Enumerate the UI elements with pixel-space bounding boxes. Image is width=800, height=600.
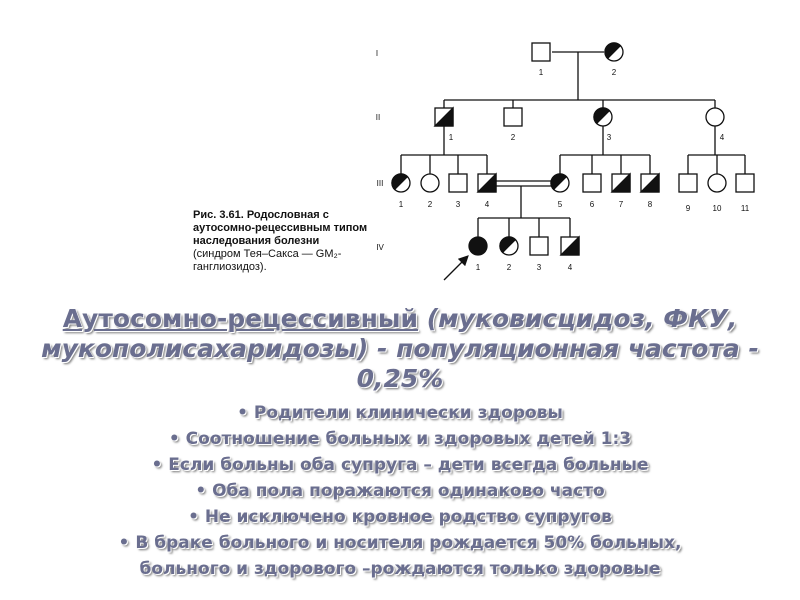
bullet-item: • Оба пола поражаются одинаково часто [195, 481, 605, 501]
num-III-10: 10 [712, 204, 722, 213]
num-IV-2: 2 [506, 263, 512, 272]
bullet-list [20, 400, 780, 582]
gen-label-I: I [375, 49, 379, 58]
bullet-item: • Родители клинически здоровы [237, 403, 563, 423]
gen-label-II: II [375, 113, 381, 122]
num-II-3: 3 [606, 133, 612, 142]
individual-III-6 [583, 174, 601, 192]
figure-caption [193, 209, 368, 274]
gen-label-IV: IV [376, 243, 384, 252]
num-IV-4: 4 [567, 263, 573, 272]
bullet-item: • В браке больного и носителя рождается 50% больных, [118, 533, 682, 553]
num-III-9: 9 [685, 204, 691, 213]
bullet-item: • Соотношение больных и здоровых детей 1:3 [168, 429, 632, 449]
individual-I-1 [532, 43, 550, 61]
inheritance-title [20, 304, 780, 394]
individual-III-10 [708, 174, 726, 192]
num-III-4: 4 [484, 200, 490, 209]
individual-IV-1-proband [469, 237, 487, 255]
num-III-1: 1 [398, 200, 404, 209]
bullet-item: больного и здорового –рождаются только здоровые [139, 559, 661, 579]
num-III-6: 6 [589, 200, 595, 209]
individual-IV-3 [530, 237, 548, 255]
individual-III-2 [421, 174, 439, 192]
title-underlined: Аутосомно-рецессивный [62, 304, 418, 333]
num-II-1: 1 [448, 133, 454, 142]
title-rest: (муковисцидоз, ФКУ, мукополисахаридозы) - популяционная частота - 0,25% [41, 304, 759, 393]
num-IV-3: 3 [536, 263, 542, 272]
individual-III-3 [449, 174, 467, 192]
num-IV-1: 1 [475, 263, 481, 272]
num-III-7: 7 [618, 200, 624, 209]
individual-II-2 [504, 108, 522, 126]
num-III-3: 3 [455, 200, 461, 209]
main-text [20, 304, 780, 582]
caption-fig: Рис. 3.61. Родословная с аутосомно-рецессивным типом наследования болезни [193, 209, 368, 247]
gen-label-III: III [376, 179, 384, 188]
num-III-5: 5 [557, 200, 563, 209]
num-III-11: 11 [740, 204, 750, 213]
num-II-4: 4 [719, 133, 725, 142]
bullet-item: • Не исключено кровное родство супругов [188, 507, 612, 527]
bullet-item: • Если больны оба супруга – дети всегда больные [151, 455, 649, 475]
individual-III-11 [736, 174, 754, 192]
num-I-1: 1 [538, 68, 544, 77]
num-III-8: 8 [647, 200, 653, 209]
num-III-2: 2 [427, 200, 433, 209]
num-I-2: 2 [611, 68, 617, 77]
individual-II-4 [706, 108, 724, 126]
individual-III-9 [679, 174, 697, 192]
caption-rest: (синдром Тея–Сакса — GM₂-ганглиозидоз). [193, 248, 342, 273]
num-II-2: 2 [510, 133, 516, 142]
